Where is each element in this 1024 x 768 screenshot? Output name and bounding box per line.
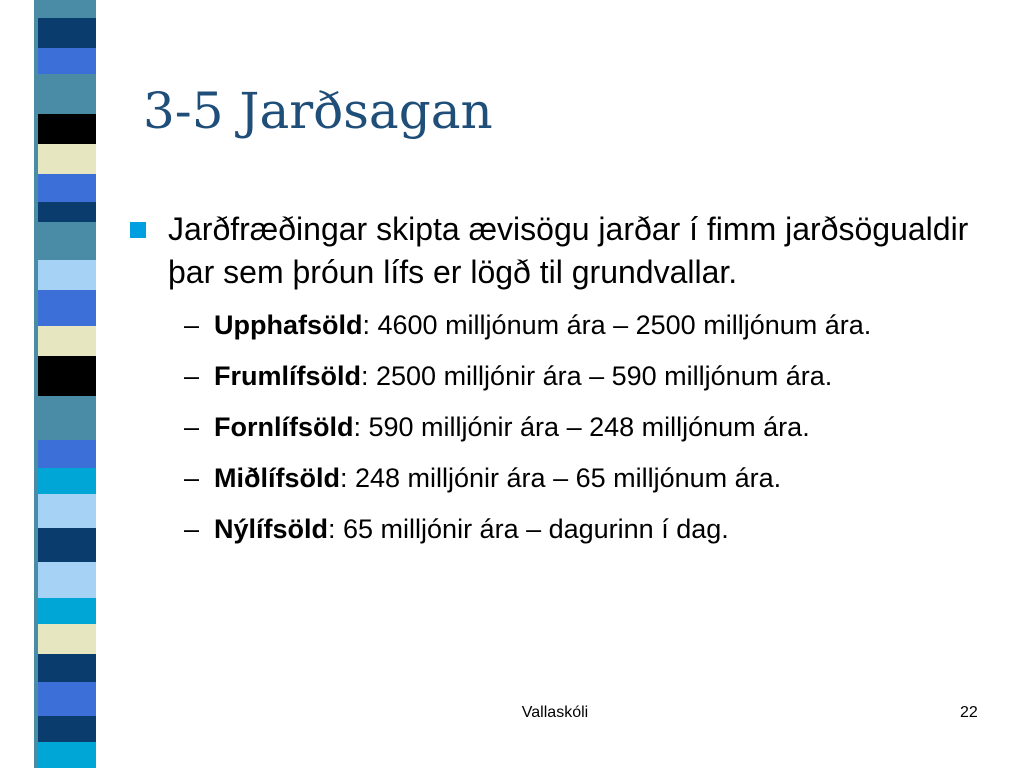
stripe-block — [34, 260, 96, 290]
stripe-block — [34, 202, 96, 224]
stripe-block — [34, 562, 96, 598]
sub-bullet-upphafsold — [128, 306, 998, 344]
dash-bullet-icon: – — [184, 514, 200, 544]
era-name: Fornlífsöld — [214, 412, 354, 442]
stripe-block — [34, 624, 96, 654]
stripe-block — [34, 356, 96, 396]
dash-bullet-icon: – — [184, 361, 200, 391]
sub-bullet-list — [128, 306, 998, 548]
stripe-block — [34, 174, 96, 202]
era-name: Nýlífsöld — [214, 514, 329, 544]
sub-bullet-frumlifsold — [128, 357, 998, 395]
era-range: : 2500 milljónir ára – 590 milljónum ára. — [361, 361, 833, 391]
stripe-block — [34, 144, 96, 174]
slide-title: 3-5 Jarðsagan — [143, 82, 493, 140]
era-range: : 65 milljónir ára – dagurinn í dag. — [328, 514, 729, 544]
slide-body — [128, 208, 998, 561]
stripe-block — [34, 326, 96, 356]
stripe-block — [34, 654, 96, 682]
stripe-block — [34, 114, 96, 144]
stripe-block — [34, 18, 96, 48]
page-number: 22 — [960, 704, 978, 721]
era-name: Miðlífsöld — [214, 463, 340, 493]
stripe-block — [34, 742, 96, 768]
sub-bullet-fornlifsold — [128, 408, 998, 446]
stripe-block — [34, 598, 96, 624]
era-range: : 248 milljónir ára – 65 milljónum ára. — [339, 463, 782, 493]
stripe-block — [34, 494, 96, 528]
stripe-block — [34, 440, 96, 468]
stripe-block — [34, 290, 96, 326]
era-range: : 590 milljónir ára – 248 milljónum ára. — [353, 412, 810, 442]
stripe-block — [34, 0, 96, 18]
stripe-block — [34, 468, 96, 494]
footer-label: Vallaskóli — [521, 704, 589, 721]
stripe-block — [34, 396, 96, 440]
era-name: Upphafsöld — [214, 310, 363, 340]
sub-bullet-midlifsold — [128, 459, 998, 497]
main-bullet-text: Jarðfræðingar skipta ævisögu jarðar í fimm jarðsögualdir þar sem þróun lífs er lögð til grundvallar. — [168, 211, 969, 290]
dash-bullet-icon: – — [184, 463, 200, 493]
dash-bullet-icon: – — [184, 310, 200, 340]
dash-bullet-icon: – — [184, 412, 200, 442]
main-bullet — [128, 208, 998, 294]
square-bullet-icon — [130, 222, 146, 238]
era-name: Frumlífsöld — [214, 361, 361, 391]
stripe-block — [34, 222, 96, 260]
era-range: : 4600 milljónum ára – 2500 milljónum ára. — [362, 310, 872, 340]
stripe-block — [34, 528, 96, 562]
sub-bullet-nylifsold — [128, 510, 998, 548]
stripe-edge — [34, 0, 38, 768]
stripe-pattern — [0, 0, 118, 768]
stripe-block — [34, 48, 96, 74]
decorative-stripe-border — [0, 0, 118, 768]
stripe-block — [34, 74, 96, 114]
